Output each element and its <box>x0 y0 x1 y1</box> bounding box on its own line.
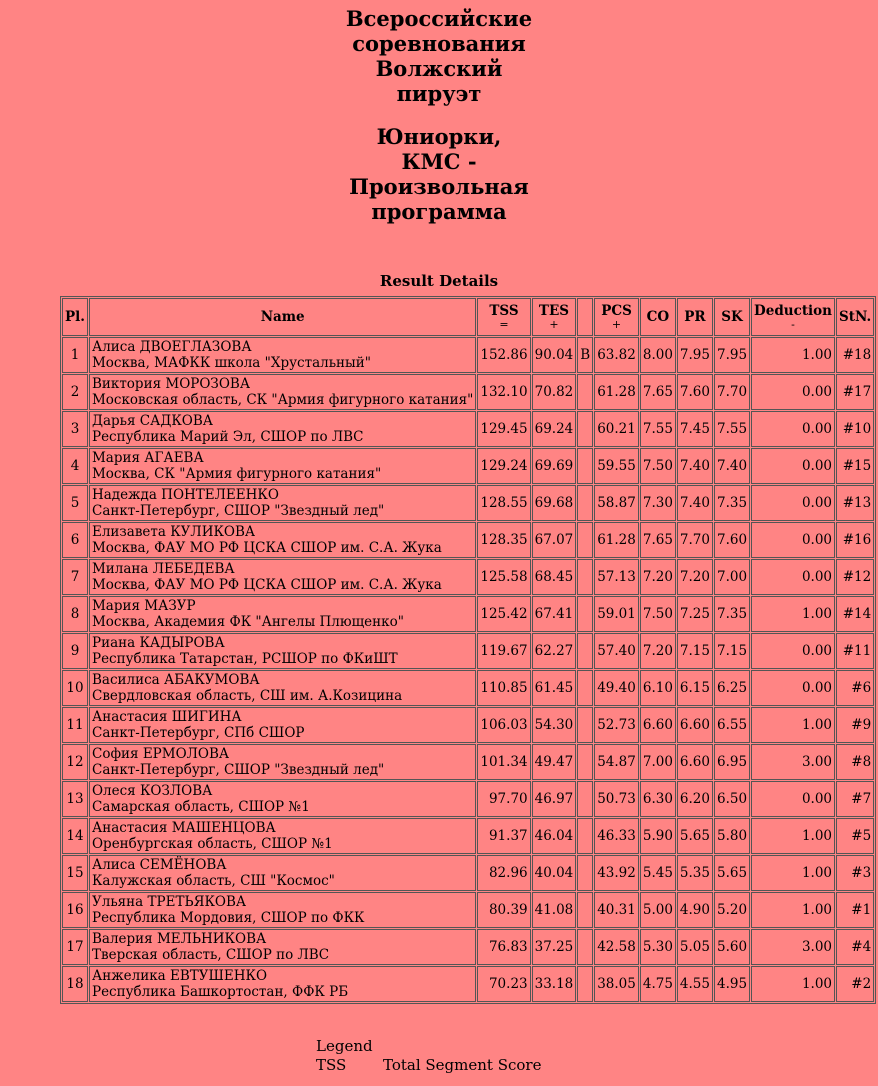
cell-sk: 7.40 <box>714 448 750 484</box>
cell-flag <box>577 559 593 595</box>
cell-pr: 7.40 <box>677 448 713 484</box>
cell-pcs: 57.40 <box>594 633 639 669</box>
header-pcs-sub: + <box>611 318 622 331</box>
cell-pcs: 46.33 <box>594 818 639 854</box>
header-tes-sub: + <box>549 318 559 331</box>
cell-pcs: 59.01 <box>594 596 639 632</box>
cell-flag <box>577 522 593 558</box>
cell-flag <box>577 596 593 632</box>
header-tss-label: TSS <box>489 303 519 319</box>
cell-tss: 132.10 <box>477 374 530 410</box>
skater-club: Республика Марий Эл, СШОР по ЛВС <box>91 429 364 445</box>
skater-name: Мария МАЗУР <box>91 598 196 614</box>
cell-pcs: 42.58 <box>594 929 639 965</box>
cell-sk: 4.95 <box>714 966 750 1002</box>
header-pl: Pl. <box>62 298 88 336</box>
cell-deduction: 1.00 <box>751 707 835 743</box>
cell-deduction: 1.00 <box>751 966 835 1002</box>
cell-pr: 7.20 <box>677 559 713 595</box>
header-pr: PR <box>677 298 713 336</box>
table-row <box>62 855 874 891</box>
cell-co: 7.20 <box>640 633 676 669</box>
cell-pcs: 61.28 <box>594 374 639 410</box>
cell-name <box>89 596 476 632</box>
cell-pr: 7.95 <box>677 337 713 373</box>
header-pcs-label: PCS <box>601 303 632 319</box>
cell-deduction: 3.00 <box>751 929 835 965</box>
cell-deduction: 0.00 <box>751 522 835 558</box>
skater-name: Мария АГАЕВА <box>91 450 204 466</box>
cell-flag <box>577 448 593 484</box>
cell-pcs: 52.73 <box>594 707 639 743</box>
cell-start-number: #12 <box>836 559 874 595</box>
cell-pcs: 60.21 <box>594 411 639 447</box>
table-row <box>62 337 874 373</box>
cell-deduction: 0.00 <box>751 781 835 817</box>
cell-flag <box>577 411 593 447</box>
cell-start-number: #4 <box>836 929 874 965</box>
cell-tes: 46.97 <box>532 781 577 817</box>
cell-flag: B <box>577 337 593 373</box>
table-row <box>62 559 874 595</box>
skater-club: Московская область, СК "Армия фигурного катания" <box>91 392 474 408</box>
header-tss-sub: = <box>499 318 509 331</box>
cell-tss: 101.34 <box>477 744 530 780</box>
skater-club: Москва, ФАУ МО РФ ЦСКА СШОР им. С.А. Жука <box>91 540 442 556</box>
cell-pr: 6.60 <box>677 707 713 743</box>
cell-tes: 41.08 <box>532 892 577 928</box>
cell-place: 18 <box>62 966 88 1002</box>
header-deduction-sub: - <box>791 318 795 331</box>
cell-start-number: #18 <box>836 337 874 373</box>
cell-pr: 7.25 <box>677 596 713 632</box>
cell-tes: 49.47 <box>532 744 577 780</box>
cell-tss: 128.35 <box>477 522 530 558</box>
table-row <box>62 670 874 706</box>
cell-tss: 125.58 <box>477 559 530 595</box>
header-name: Name <box>89 298 476 336</box>
cell-co: 7.50 <box>640 448 676 484</box>
cell-flag <box>577 374 593 410</box>
skater-club: Республика Татарстан, РСШОР по ФКиШТ <box>91 651 398 667</box>
cell-start-number: #16 <box>836 522 874 558</box>
table-row <box>62 966 874 1002</box>
skater-name: Валерия МЕЛЬНИКОВА <box>91 931 267 947</box>
cell-tss: 128.55 <box>477 485 530 521</box>
cell-co: 7.00 <box>640 744 676 780</box>
skater-name: Елизавета КУЛИКОВА <box>91 524 256 540</box>
cell-sk: 6.25 <box>714 670 750 706</box>
cell-name <box>89 485 476 521</box>
skater-club: Москва, Академия ФК "Ангелы Плющенко" <box>91 614 404 630</box>
cell-tes: 62.27 <box>532 633 577 669</box>
event-title-line: Волжский <box>375 56 503 81</box>
cell-sk: 7.60 <box>714 522 750 558</box>
cell-pr: 6.60 <box>677 744 713 780</box>
cell-tss: 125.42 <box>477 596 530 632</box>
cell-pcs: 57.13 <box>594 559 639 595</box>
cell-sk: 6.50 <box>714 781 750 817</box>
legend <box>316 1037 541 1075</box>
cell-place: 15 <box>62 855 88 891</box>
event-title-line: Всероссийские <box>345 6 533 31</box>
cell-place: 12 <box>62 744 88 780</box>
cell-place: 16 <box>62 892 88 928</box>
event-title-line: пируэт <box>396 81 482 106</box>
cell-name <box>89 818 476 854</box>
cell-pcs: 49.40 <box>594 670 639 706</box>
cell-tes: 67.41 <box>532 596 577 632</box>
cell-pcs: 58.87 <box>594 485 639 521</box>
cell-tss: 119.67 <box>477 633 530 669</box>
cell-co: 7.30 <box>640 485 676 521</box>
cell-name <box>89 337 476 373</box>
cell-flag <box>577 744 593 780</box>
header-tss <box>477 298 530 336</box>
table-row <box>62 744 874 780</box>
cell-pr: 7.15 <box>677 633 713 669</box>
cell-start-number: #13 <box>836 485 874 521</box>
results-table <box>60 296 876 1004</box>
cell-deduction: 0.00 <box>751 633 835 669</box>
cell-sk: 7.35 <box>714 596 750 632</box>
cell-pr: 7.45 <box>677 411 713 447</box>
header-pcs <box>594 298 639 336</box>
cell-flag <box>577 781 593 817</box>
cell-deduction: 0.00 <box>751 448 835 484</box>
category-title-line: программа <box>371 199 507 224</box>
section-title: Result Details <box>379 272 499 290</box>
skater-name: Дарья САДКОВА <box>91 413 213 429</box>
cell-start-number: #8 <box>836 744 874 780</box>
header-sk: SK <box>714 298 750 336</box>
cell-sk: 5.60 <box>714 929 750 965</box>
cell-co: 5.00 <box>640 892 676 928</box>
skater-name: Анастасия ШИГИНА <box>91 709 242 725</box>
cell-pcs: 54.87 <box>594 744 639 780</box>
cell-flag <box>577 707 593 743</box>
cell-start-number: #6 <box>836 670 874 706</box>
cell-deduction: 1.00 <box>751 596 835 632</box>
cell-pr: 4.55 <box>677 966 713 1002</box>
cell-tes: 69.69 <box>532 448 577 484</box>
cell-place: 11 <box>62 707 88 743</box>
cell-flag <box>577 670 593 706</box>
cell-deduction: 0.00 <box>751 374 835 410</box>
cell-tss: 106.03 <box>477 707 530 743</box>
event-title-line: соревнования <box>352 31 526 56</box>
cell-place: 6 <box>62 522 88 558</box>
cell-tss: 129.45 <box>477 411 530 447</box>
cell-co: 7.55 <box>640 411 676 447</box>
cell-name <box>89 374 476 410</box>
table-row <box>62 522 874 558</box>
skater-name: Алиса ДВОЕГЛАЗОВА <box>91 339 252 355</box>
header-deduction-label: Deduction <box>754 303 833 319</box>
skater-name: Алиса СЕМЁНОВА <box>91 857 227 873</box>
cell-tes: 68.45 <box>532 559 577 595</box>
cell-place: 1 <box>62 337 88 373</box>
cell-name <box>89 929 476 965</box>
table-row <box>62 707 874 743</box>
cell-deduction: 1.00 <box>751 337 835 373</box>
cell-deduction: 0.00 <box>751 411 835 447</box>
skater-club: Тверская область, СШОР по ЛВС <box>91 947 330 963</box>
skater-name: Виктория МОРОЗОВА <box>91 376 251 392</box>
cell-flag <box>577 818 593 854</box>
cell-name <box>89 707 476 743</box>
cell-start-number: #1 <box>836 892 874 928</box>
cell-co: 5.45 <box>640 855 676 891</box>
skater-club: Калужская область, СШ "Космос" <box>91 873 335 889</box>
cell-tss: 70.23 <box>477 966 530 1002</box>
cell-pr: 5.65 <box>677 818 713 854</box>
cell-place: 17 <box>62 929 88 965</box>
cell-sk: 7.00 <box>714 559 750 595</box>
cell-name <box>89 892 476 928</box>
cell-place: 9 <box>62 633 88 669</box>
cell-tes: 40.04 <box>532 855 577 891</box>
cell-tss: 152.86 <box>477 337 530 373</box>
header-deduction <box>751 298 835 336</box>
cell-tss: 80.39 <box>477 892 530 928</box>
cell-tes: 46.04 <box>532 818 577 854</box>
cell-pcs: 59.55 <box>594 448 639 484</box>
cell-flag <box>577 855 593 891</box>
cell-start-number: #15 <box>836 448 874 484</box>
cell-pr: 6.15 <box>677 670 713 706</box>
cell-pcs: 63.82 <box>594 337 639 373</box>
header-row <box>62 298 874 336</box>
cell-pcs: 61.28 <box>594 522 639 558</box>
table-row <box>62 448 874 484</box>
cell-pcs: 50.73 <box>594 781 639 817</box>
cell-co: 7.65 <box>640 374 676 410</box>
cell-pcs: 40.31 <box>594 892 639 928</box>
cell-name <box>89 559 476 595</box>
cell-pr: 7.70 <box>677 522 713 558</box>
skater-club: Москва, МАФКК школа "Хрустальный" <box>91 355 371 371</box>
cell-sk: 7.55 <box>714 411 750 447</box>
cell-sk: 5.20 <box>714 892 750 928</box>
cell-tes: 61.45 <box>532 670 577 706</box>
cell-deduction: 1.00 <box>751 818 835 854</box>
cell-tss: 129.24 <box>477 448 530 484</box>
cell-start-number: #11 <box>836 633 874 669</box>
cell-tes: 70.82 <box>532 374 577 410</box>
skater-name: Надежда ПОНТЕЛЕЕНКО <box>91 487 279 503</box>
skater-name: Анжелика ЕВТУШЕНКО <box>91 968 268 984</box>
cell-tes: 90.04 <box>532 337 577 373</box>
cell-start-number: #14 <box>836 596 874 632</box>
cell-flag <box>577 485 593 521</box>
cell-place: 13 <box>62 781 88 817</box>
skater-name: София ЕРМОЛОВА <box>91 746 230 762</box>
cell-co: 4.75 <box>640 966 676 1002</box>
cell-co: 5.90 <box>640 818 676 854</box>
header-flag <box>577 298 593 336</box>
cell-sk: 6.55 <box>714 707 750 743</box>
cell-deduction: 0.00 <box>751 485 835 521</box>
cell-pcs: 43.92 <box>594 855 639 891</box>
skater-club: Республика Мордовия, СШОР по ФКК <box>91 910 365 926</box>
skater-club: Самарская область, СШОР №1 <box>91 799 310 815</box>
cell-tes: 67.07 <box>532 522 577 558</box>
cell-tss: 76.83 <box>477 929 530 965</box>
cell-place: 10 <box>62 670 88 706</box>
cell-start-number: #17 <box>836 374 874 410</box>
skater-club: Санкт-Петербург, СПб СШОР <box>91 725 305 741</box>
table-row <box>62 374 874 410</box>
skater-name: Риана КАДЫРОВА <box>91 635 225 651</box>
cell-start-number: #10 <box>836 411 874 447</box>
cell-name <box>89 522 476 558</box>
skater-club: Санкт-Петербург, СШОР "Звездный лед" <box>91 503 385 519</box>
cell-sk: 7.70 <box>714 374 750 410</box>
cell-name <box>89 411 476 447</box>
category-title-line: Произвольная <box>349 174 529 199</box>
cell-co: 7.20 <box>640 559 676 595</box>
table-row <box>62 818 874 854</box>
legend-item <box>316 1056 541 1075</box>
cell-tes: 37.25 <box>532 929 577 965</box>
cell-name <box>89 670 476 706</box>
cell-pr: 4.90 <box>677 892 713 928</box>
cell-place: 3 <box>62 411 88 447</box>
cell-pr: 7.40 <box>677 485 713 521</box>
skater-name: Анастасия МАШЕНЦОВА <box>91 820 276 836</box>
skater-name: Ульяна ТРЕТЬЯКОВА <box>91 894 247 910</box>
table-row <box>62 781 874 817</box>
cell-pr: 5.35 <box>677 855 713 891</box>
cell-tss: 82.96 <box>477 855 530 891</box>
event-title <box>289 6 589 224</box>
cell-tes: 69.68 <box>532 485 577 521</box>
skater-club: Оренбургская область, СШОР №1 <box>91 836 333 852</box>
skater-club: Москва, СК "Армия фигурного катания" <box>91 466 382 482</box>
cell-name <box>89 744 476 780</box>
cell-co: 7.65 <box>640 522 676 558</box>
header-tes-label: TES <box>538 303 569 319</box>
cell-flag <box>577 966 593 1002</box>
header-co: CO <box>640 298 676 336</box>
cell-sk: 5.80 <box>714 818 750 854</box>
legend-text: Total Segment Score <box>383 1056 542 1074</box>
cell-tss: 110.85 <box>477 670 530 706</box>
cell-tes: 54.30 <box>532 707 577 743</box>
skater-club: Москва, ФАУ МО РФ ЦСКА СШОР им. С.А. Жука <box>91 577 442 593</box>
cell-co: 6.30 <box>640 781 676 817</box>
cell-sk: 7.15 <box>714 633 750 669</box>
cell-deduction: 0.00 <box>751 559 835 595</box>
cell-tss: 91.37 <box>477 818 530 854</box>
header-stn: StN. <box>836 298 874 336</box>
cell-pr: 5.05 <box>677 929 713 965</box>
category-title-line: КМС - <box>401 149 477 174</box>
cell-tes: 69.24 <box>532 411 577 447</box>
skater-name: Милана ЛЕБЕДЕВА <box>91 561 235 577</box>
cell-sk: 5.65 <box>714 855 750 891</box>
table-row <box>62 411 874 447</box>
skater-club: Свердловская область, СШ им. А.Козицина <box>91 688 403 704</box>
cell-pr: 7.60 <box>677 374 713 410</box>
cell-deduction: 1.00 <box>751 892 835 928</box>
cell-start-number: #3 <box>836 855 874 891</box>
table-row <box>62 892 874 928</box>
cell-name <box>89 855 476 891</box>
cell-tes: 33.18 <box>532 966 577 1002</box>
cell-start-number: #5 <box>836 818 874 854</box>
cell-pr: 6.20 <box>677 781 713 817</box>
legend-abbr: TSS <box>316 1056 347 1074</box>
cell-name <box>89 966 476 1002</box>
cell-start-number: #7 <box>836 781 874 817</box>
skater-name: Василиса АБАКУМОВА <box>91 672 260 688</box>
cell-sk: 7.35 <box>714 485 750 521</box>
table-row <box>62 633 874 669</box>
cell-start-number: #2 <box>836 966 874 1002</box>
table-row <box>62 485 874 521</box>
table-row <box>62 929 874 965</box>
cell-name <box>89 448 476 484</box>
cell-co: 6.10 <box>640 670 676 706</box>
cell-flag <box>577 929 593 965</box>
cell-deduction: 1.00 <box>751 855 835 891</box>
skater-club: Республика Башкортостан, ФФК РБ <box>91 984 349 1000</box>
cell-place: 5 <box>62 485 88 521</box>
cell-sk: 6.95 <box>714 744 750 780</box>
table-row <box>62 596 874 632</box>
cell-sk: 7.95 <box>714 337 750 373</box>
cell-co: 8.00 <box>640 337 676 373</box>
cell-deduction: 0.00 <box>751 670 835 706</box>
cell-place: 7 <box>62 559 88 595</box>
cell-place: 2 <box>62 374 88 410</box>
cell-deduction: 3.00 <box>751 744 835 780</box>
cell-tss: 97.70 <box>477 781 530 817</box>
category-title-line: Юниорки, <box>376 124 502 149</box>
header-tes <box>532 298 577 336</box>
cell-place: 14 <box>62 818 88 854</box>
cell-pcs: 38.05 <box>594 966 639 1002</box>
skater-name: Олеся КОЗЛОВА <box>91 783 213 799</box>
cell-co: 7.50 <box>640 596 676 632</box>
cell-place: 4 <box>62 448 88 484</box>
legend-title: Legend <box>316 1037 373 1055</box>
cell-flag <box>577 892 593 928</box>
cell-co: 6.60 <box>640 707 676 743</box>
cell-start-number: #9 <box>836 707 874 743</box>
cell-name <box>89 633 476 669</box>
cell-flag <box>577 633 593 669</box>
cell-co: 5.30 <box>640 929 676 965</box>
cell-name <box>89 781 476 817</box>
skater-club: Санкт-Петербург, СШОР "Звездный лед" <box>91 762 385 778</box>
cell-place: 8 <box>62 596 88 632</box>
